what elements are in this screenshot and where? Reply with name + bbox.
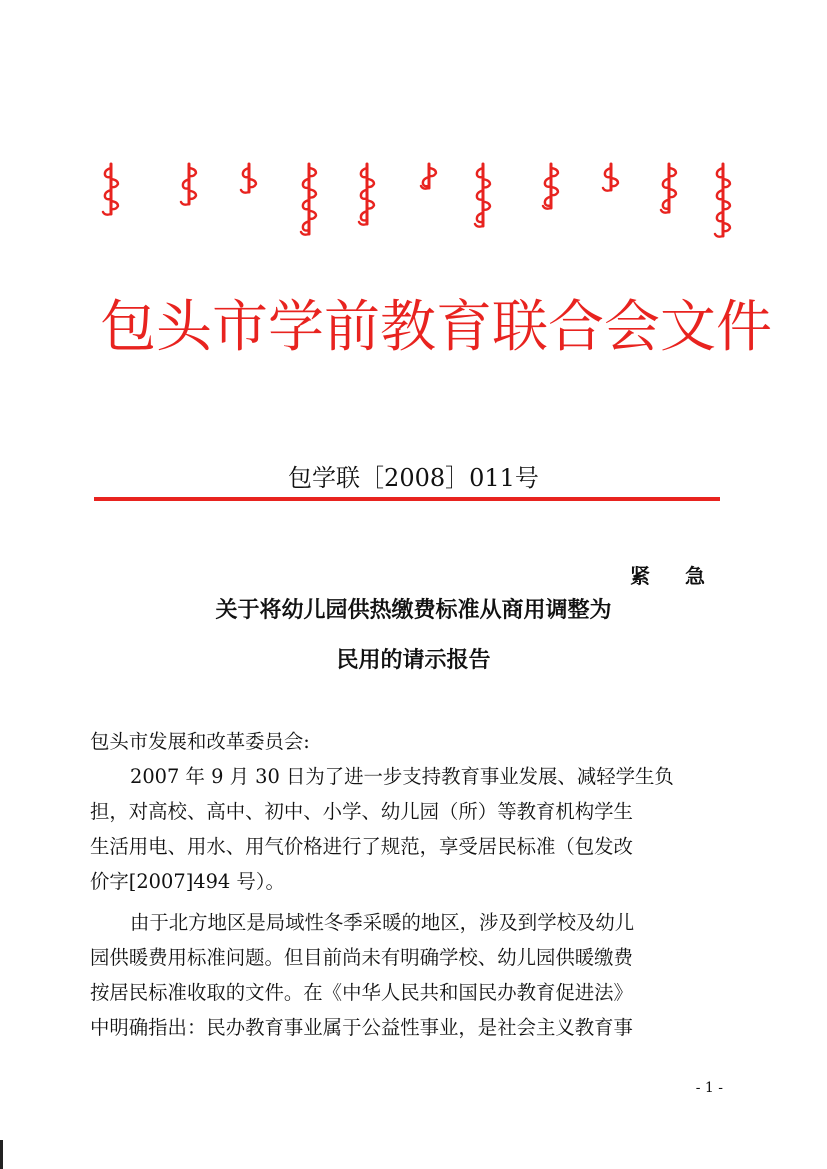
paragraph-2-line-1: 由于北方地区是局域性冬季采暖的地区，涉及到学校及幼儿	[130, 911, 635, 934]
mongolian-word-glyph	[298, 160, 320, 240]
org-masthead-title: 包头市学前教育联合会文件	[100, 295, 772, 360]
salutation: 包头市发展和改革委员会:	[90, 730, 310, 753]
report-title-line-2: 民用的请示报告	[336, 648, 491, 673]
mongolian-word-glyph	[540, 160, 562, 214]
paragraph-1-line-2: 担，对高校、高中、初中、小学、幼儿园（所）等教育机构学生	[90, 800, 633, 823]
mongolian-word-glyph	[472, 160, 494, 232]
mongolian-word-glyph	[238, 160, 260, 198]
paragraph-1-line-1: 2007 年 9 月 30 日为了进一步支持教育事业发展、减轻学生负	[130, 765, 674, 788]
red-divider-rule	[94, 497, 720, 501]
mongolian-word-glyph	[100, 160, 122, 220]
page-number: - 1 -	[695, 1080, 723, 1096]
report-title-line-1: 关于将幼儿园供热缴费标准从商用调整为	[215, 598, 612, 623]
paragraph-2-line-2: 园供暖费用标准问题。但目前尚未有明确学校、幼儿园供暖缴费	[90, 946, 633, 969]
mongolian-word-glyph	[356, 160, 378, 230]
urgency-label: 紧 急	[630, 564, 719, 588]
mongolian-word-glyph	[178, 160, 200, 210]
document-body	[90, 724, 726, 1045]
document-number: 包学联［2008］011号	[288, 464, 539, 492]
scan-edge-mark	[0, 1140, 3, 1169]
mongolian-word-glyph	[600, 160, 622, 196]
paragraph-1-line-4: 价字[2007]494 号）。	[90, 870, 285, 893]
mongolian-word-glyph	[418, 160, 440, 194]
mongolian-word-glyph	[658, 160, 680, 218]
mongolian-script-header	[100, 160, 740, 250]
mongolian-word-glyph	[712, 160, 734, 242]
paragraph-2-line-3: 按居民标准收取的文件。在《中华人民共和国民办教育促进法》	[90, 981, 633, 1004]
paragraph-1-line-3: 生活用电、用水、用气价格进行了规范，享受居民标准（包发改	[90, 835, 633, 858]
paragraph-2-line-4: 中明确指出：民办教育事业属于公益性事业，是社会主义教育事	[90, 1016, 633, 1039]
